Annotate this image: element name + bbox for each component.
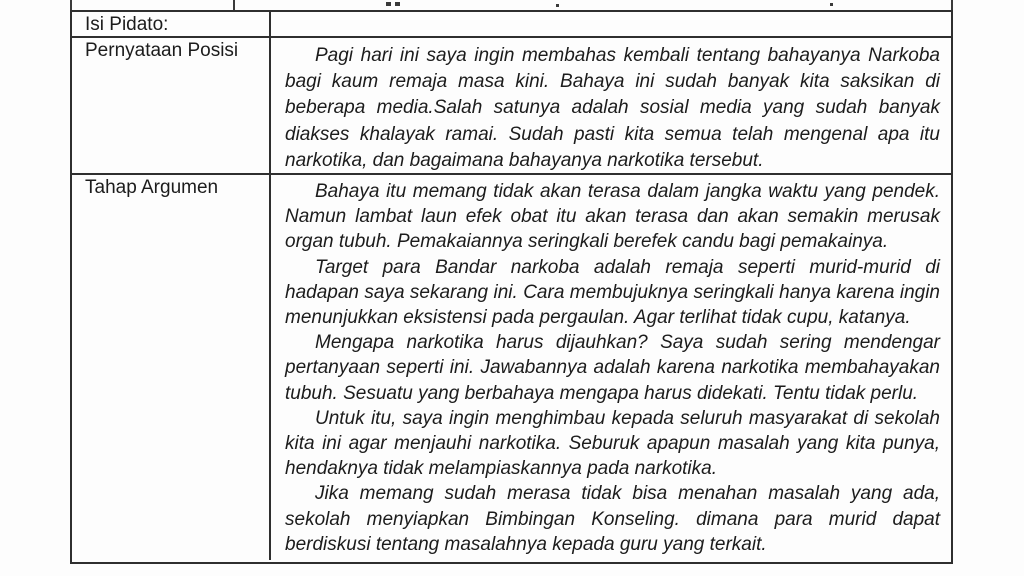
text-line: Pagi hari ini saya ingin membahas kembali tentang bahayanya Narkoba xyxy=(315,45,940,66)
row-content-isi-pidato xyxy=(271,12,951,36)
row-content-tahap-argumen xyxy=(271,175,951,560)
text-line: menunjukkan eksistensi pada pergaulan. Agar terlihat tidak cupu, katanya. xyxy=(285,307,911,329)
scan-artifact-text-fragment xyxy=(830,3,833,6)
text-line: tubuh. Sesuatu yang berbahaya mengapa harus didekati. Tentu tidak perlu. xyxy=(285,382,919,404)
text-line: narkotika, dan bagaimana bahayanya narkotika tersebut. xyxy=(285,149,764,171)
text-line: Target para Bandar narkoba adalah remaja seperti murid-murid di xyxy=(315,256,940,278)
scan-artifact-right-border xyxy=(951,0,953,10)
text-line: beberapa media.Salah satunya adalah sosial media yang sudah banyak xyxy=(285,97,940,119)
table-row-pernyataan-posisi xyxy=(72,36,951,173)
text-line: hadapan saya sekarang ini. Cara membujuknya seringkali hanya karena ingin xyxy=(285,281,940,303)
scan-artifact-column-divider xyxy=(233,0,235,10)
scan-artifact-text-fragment xyxy=(395,2,400,6)
text-line: Untuk itu, saya ingin menghimbau kepada seluruh masyarakat di sekolah xyxy=(315,407,940,429)
table-row-tahap-argumen xyxy=(72,173,951,560)
text-line: kita ini agar menjauhi narkotika. Seburuk apapun masalah yang kita punya, xyxy=(285,433,940,455)
text-line: Jika memang sudah merasa tidak bisa menahan masalah yang ada, xyxy=(315,483,940,505)
row-content-pernyataan-posisi xyxy=(271,38,951,173)
text-line: Bahaya itu memang tidak akan terasa dalam jangka waktu yang pendek. xyxy=(315,181,940,202)
text-line: bagi kaum remaja masa kini. Bahaya ini sudah banyak kita saksikan di xyxy=(285,71,940,93)
scan-artifact-left-border xyxy=(70,0,72,10)
text-line: Mengapa narkotika harus dijauhkan? Saya sudah sering mendengar xyxy=(315,332,940,354)
text-line: Namun lambat laun efek obat itu akan terasa dan akan semakin merusak xyxy=(285,206,940,228)
text-line: berdiskusi tentang masalahnya kepada guru yang terkait. xyxy=(285,533,767,555)
text-line: hendaknya tidak melampiaskannya pada narkotika. xyxy=(285,458,717,480)
scan-artifact-text-fragment xyxy=(386,2,391,6)
table-row-isi-pidato xyxy=(72,12,951,36)
text-line: organ tubuh. Pemakaiannya seringkali berefek candu bagi pemakainya. xyxy=(285,231,889,253)
text-line: diakses khalayak ramai. Sudah pasti kita semua telah mengenal apa itu xyxy=(285,123,940,145)
row-label-isi-pidato: Isi Pidato: xyxy=(72,12,271,36)
speech-outline-table xyxy=(70,10,953,564)
row-label-tahap-argumen: Tahap Argumen xyxy=(72,175,271,560)
text-line: sekolah menyiapkan Bimbingan Konseling. dimana para murid dapat xyxy=(285,508,940,530)
scan-artifact-text-fragment xyxy=(556,4,559,7)
text-line: pertanyaan seperti ini. Jawabannya adalah karena narkotika membahayakan xyxy=(285,357,940,379)
row-label-pernyataan-posisi: Pernyataan Posisi xyxy=(72,38,271,173)
